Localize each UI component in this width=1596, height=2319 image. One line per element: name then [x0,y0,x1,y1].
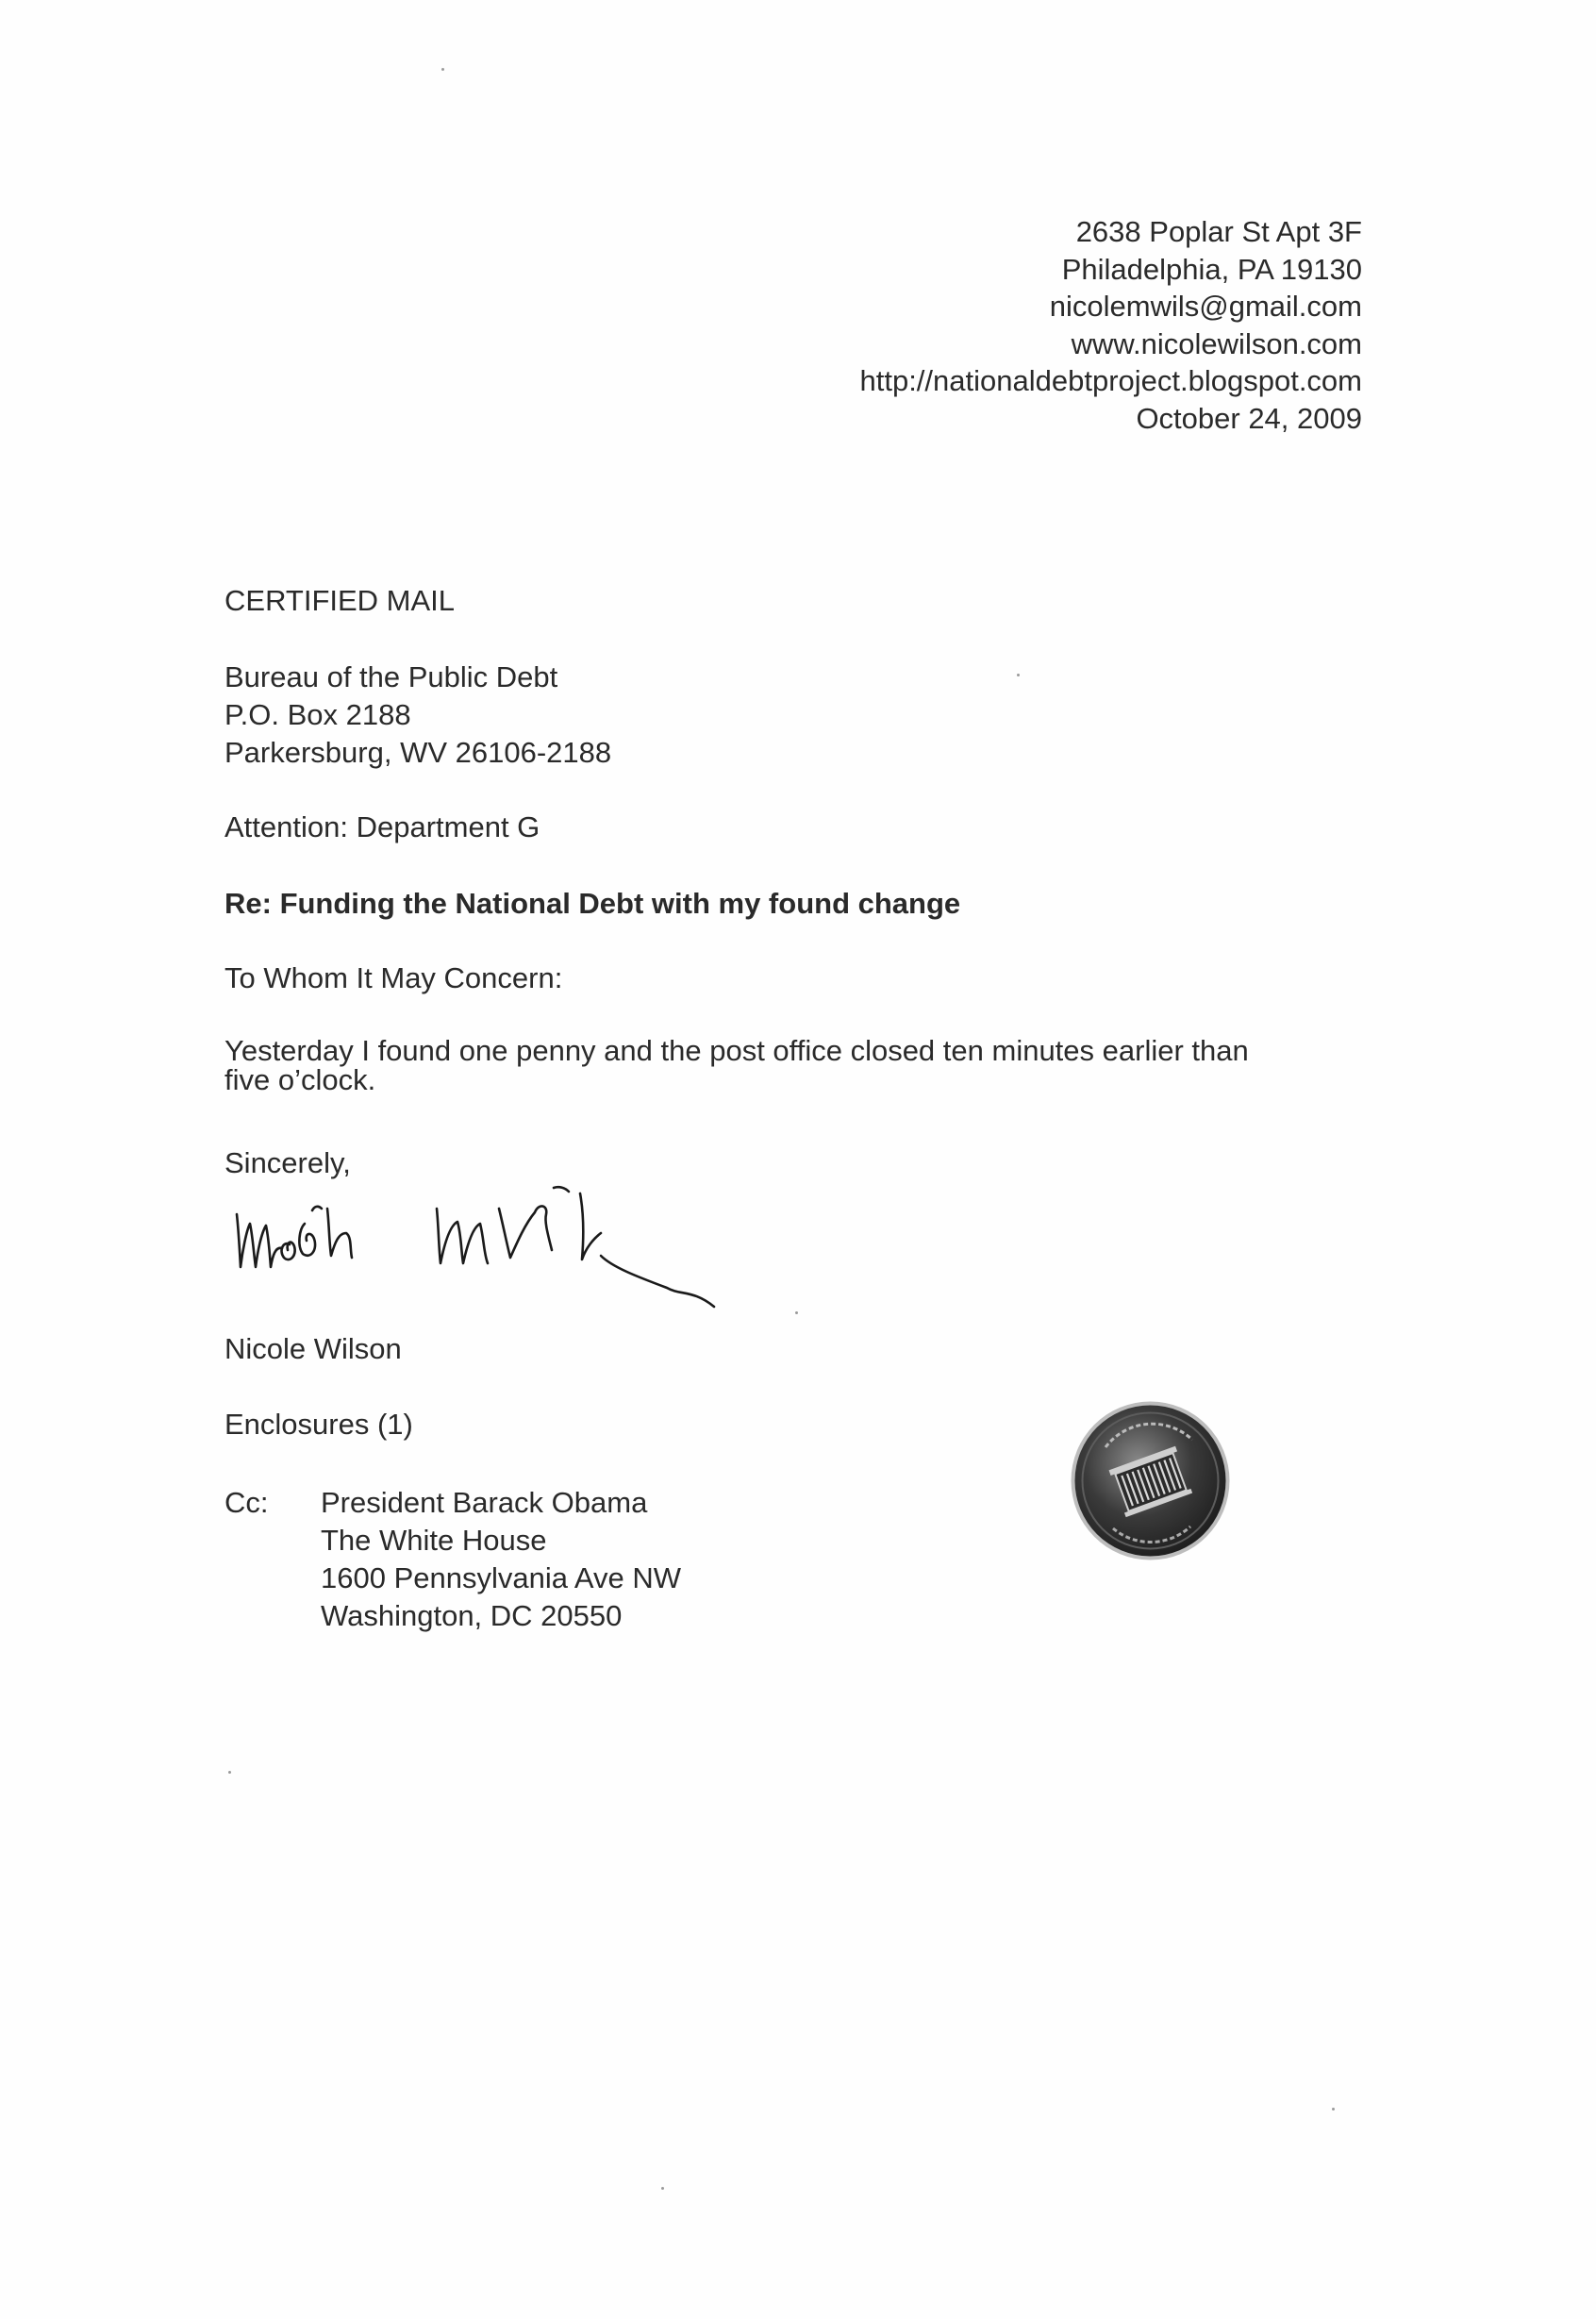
handwritten-signature-icon [231,1165,722,1311]
cc-address-block [321,1484,681,1635]
recipient-city: Parkersburg, WV 26106-2188 [224,736,612,769]
sender-address-block [859,213,1362,437]
body-line-1: Yesterday I found one penny and the post office closed ten minutes earlier than [224,1034,1249,1067]
sender-blog: http://nationaldebtproject.blogspot.com [859,364,1362,397]
mail-type: CERTIFIED MAIL [224,584,456,617]
scan-speck [661,2187,664,2190]
cc-org: The White House [321,1524,547,1557]
scan-speck [1017,674,1020,676]
letter-date: October 24, 2009 [1136,401,1362,435]
enclosures-line: Enclosures (1) [224,1408,413,1441]
letter-body [224,1036,1356,1094]
recipient-name: Bureau of the Public Debt [224,660,558,693]
sender-street: 2638 Poplar St Apt 3F [1075,215,1362,248]
sender-website: www.nicolewilson.com [1071,326,1362,360]
scan-speck [795,1311,798,1314]
penny-coin-icon [1068,1398,1233,1563]
subject-line: Re: Funding the National Debt with my found change [224,887,961,920]
salutation: To Whom It May Concern: [224,961,563,994]
recipient-po-box: P.O. Box 2188 [224,698,411,731]
cc-city: Washington, DC 20550 [321,1599,623,1632]
sender-city: Philadelphia, PA 19130 [1061,252,1362,286]
signature-name: Nicole Wilson [224,1332,402,1365]
closing: Sincerely, [224,1146,351,1179]
cc-name: President Barack Obama [321,1486,648,1519]
cc-street: 1600 Pennsylvania Ave NW [321,1561,681,1594]
scan-speck [228,1771,231,1774]
sender-email: nicolemwils@gmail.com [1049,290,1362,323]
attention-line: Attention: Department G [224,810,540,843]
scan-speck [1332,2108,1335,2110]
scan-speck [441,68,444,71]
body-line-2: five o’clock. [224,1063,376,1096]
cc-label: Cc: [224,1486,269,1519]
